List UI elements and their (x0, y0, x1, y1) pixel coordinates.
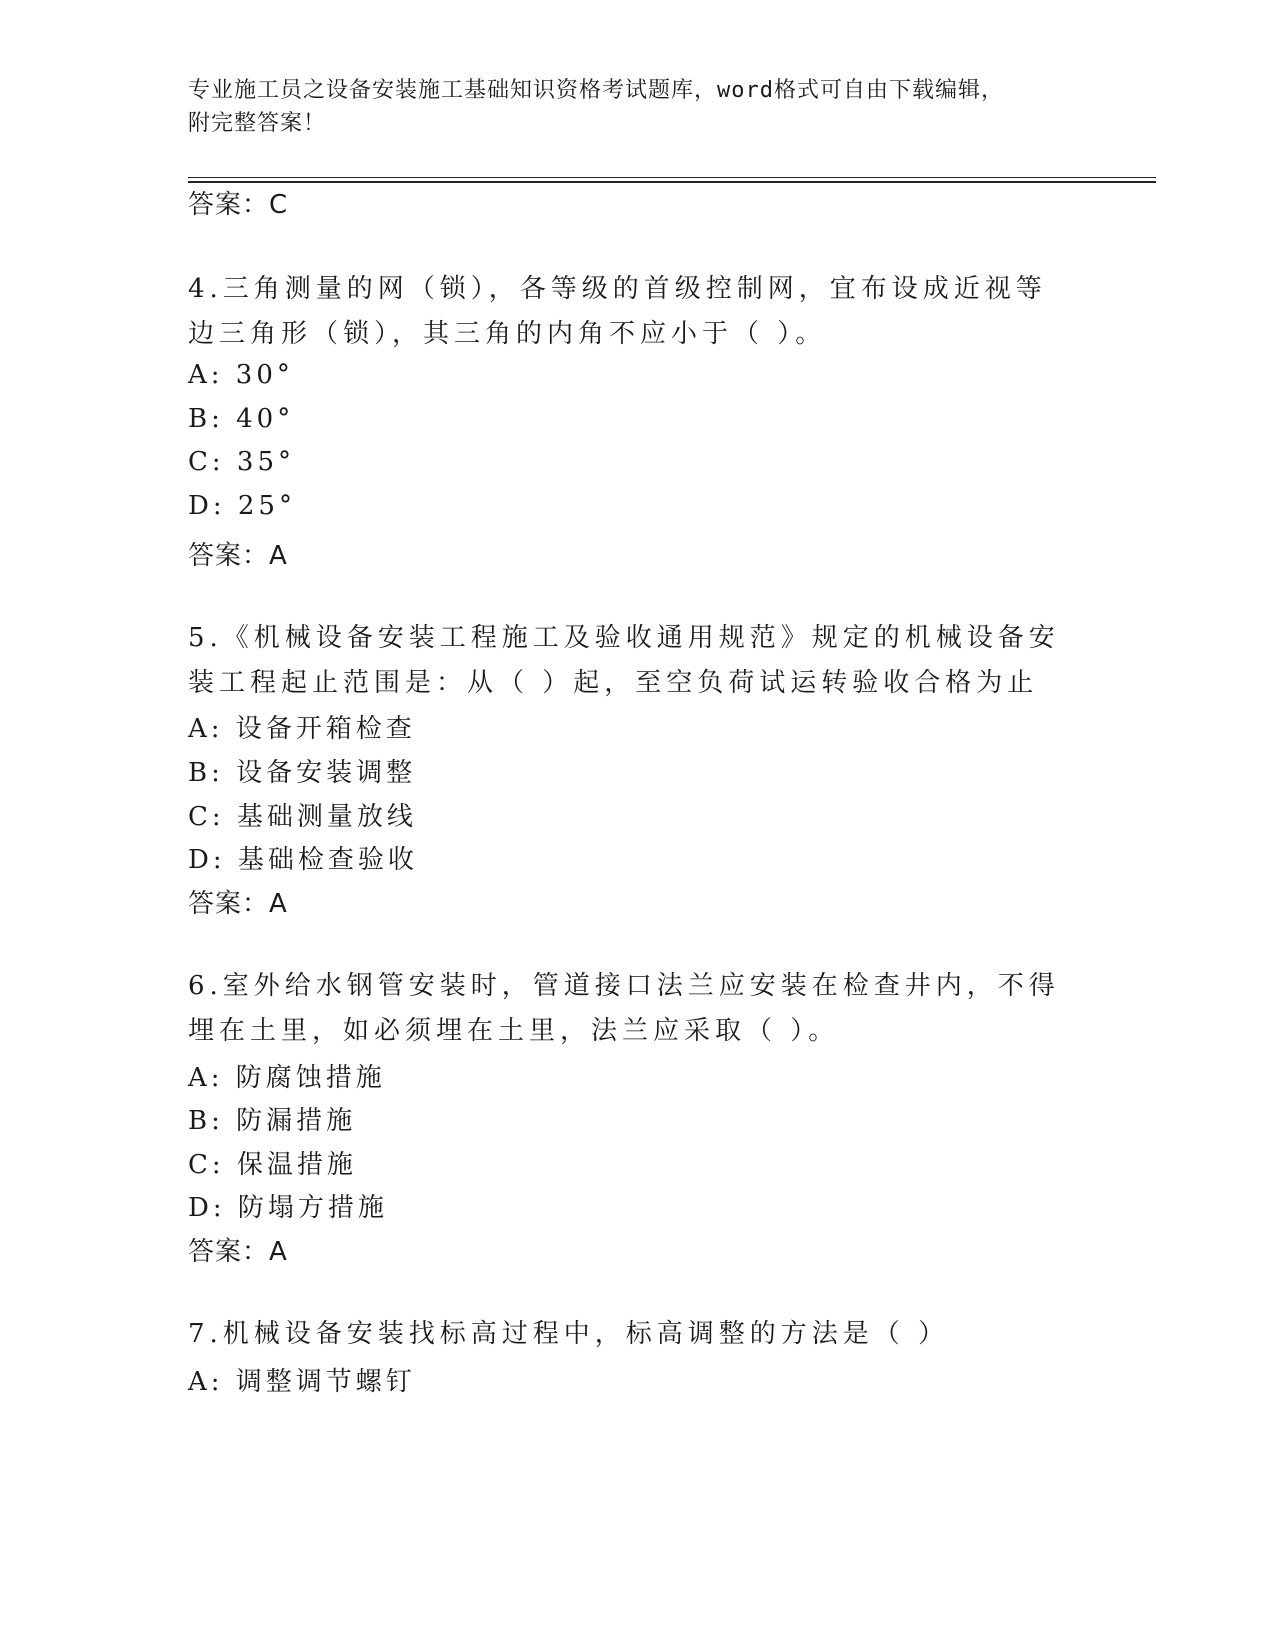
question-5-option-c: C: 基础测量放线 (188, 802, 417, 832)
header-line-1: 专业施工员之设备安装施工基础知识资格考试题库，word格式可自由下载编辑， (188, 78, 1004, 103)
question-4: 4.三角测量的网（锁），各等级的首级控制网，宜布设成近视等边三角形（锁），其三角的内角不应小于（ ）。 (188, 274, 1047, 349)
question-6-option-c: C: 保温措施 (188, 1150, 357, 1180)
question-6-option-a: A: 防腐蚀措施 (188, 1063, 386, 1093)
question-6-option-b: B: 防漏措施 (188, 1106, 357, 1136)
header-divider-thin (188, 177, 1156, 178)
question-6: 6.室外给水钢管安装时，管道接口法兰应安装在检查井内，不得埋在土里，如必须埋在土里，法兰应采取（ ）。 (188, 971, 1060, 1046)
question-4-option-a: A: 30° (188, 360, 294, 390)
question-5-option-d: D: 基础检查验收 (188, 845, 418, 875)
question-5-option-b: B: 设备安装调整 (188, 758, 417, 788)
question-5-option-a: A: 设备开箱检查 (188, 714, 416, 744)
question-7: 7.机械设备安装找标高过程中，标高调整的方法是（ ） (188, 1319, 950, 1349)
answer-4: 答案：A (188, 541, 288, 571)
header-line-2: 附完整答案！ (188, 111, 327, 136)
question-4-option-b: B: 40° (188, 404, 295, 434)
question-6-option-d: D: 防塌方措施 (188, 1193, 388, 1223)
answer-6: 答案：A (188, 1237, 288, 1267)
question-4-option-d: D: 25° (188, 491, 296, 521)
question-7-option-a: A: 调整调节螺钉 (188, 1367, 416, 1397)
question-4-option-c: C: 35° (188, 447, 296, 477)
question-5: 5.《机械设备安装工程施工及验收通用规范》规定的机械设备安装工程起止范围是：从（ ）起，至空负荷试运转验收合格为止 (188, 623, 1060, 698)
answer-3: 答案：C (188, 190, 289, 220)
document-header (188, 74, 1068, 140)
header-divider-thick (188, 181, 1156, 183)
answer-5: 答案：A (188, 889, 288, 919)
